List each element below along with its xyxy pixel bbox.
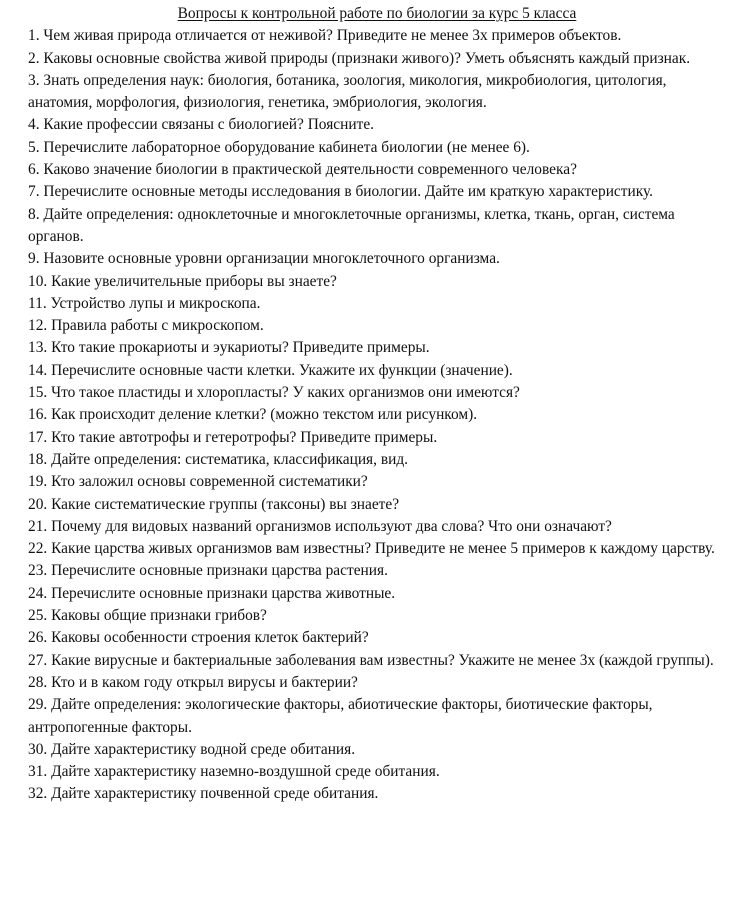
document-title: Вопросы к контрольной работе по биологии за курс 5 класса bbox=[177, 5, 577, 22]
question-item: 18. Дайте определения: систематика, классификация, вид. bbox=[28, 450, 409, 468]
question-item: 5. Перечислите лабораторное оборудование кабинета биологии (не менее 6). bbox=[28, 138, 530, 156]
question-item: 27. Какие вирусные и бактериальные заболевания вам известны? Укажите не менее 3х (каждой группы). bbox=[28, 651, 714, 669]
question-item: 28. Кто и в каком году открыл вирусы и бактерии? bbox=[28, 673, 358, 691]
question-item: 14. Перечислите основные части клетки. Укажите их функции (значение). bbox=[28, 361, 513, 379]
question-item: 23. Перечислите основные признаки царства растения. bbox=[28, 562, 388, 580]
question-item: 31. Дайте характеристику наземно-воздушной среде обитания. bbox=[28, 763, 440, 781]
question-item: 1. Чем живая природа отличается от неживой? Приведите не менее 3х примеров объектов. bbox=[28, 27, 622, 45]
question-item: 10. Какие увеличительные приборы вы знаете? bbox=[28, 272, 337, 290]
question-item: 8. Дайте определения: одноклеточные и многоклеточные организмы, клетка, ткань, орган, система органов. bbox=[28, 205, 675, 245]
question-item: 32. Дайте характеристику почвенной среде обитания. bbox=[28, 785, 379, 803]
question-item: 17. Кто такие автотрофы и гетеротрофы? Приведите примеры. bbox=[28, 428, 438, 446]
question-list bbox=[28, 25, 726, 805]
question-item: 21. Почему для видовых названий организмов используют два слова? Что они означают? bbox=[28, 517, 612, 535]
question-item: 6. Каково значение биологии в практической деятельности современного человека? bbox=[28, 161, 577, 179]
question-item: 30. Дайте характеристику водной среде обитания. bbox=[28, 740, 356, 758]
question-item: 12. Правила работы с микроскопом. bbox=[28, 317, 264, 335]
question-item: 22. Какие царства живых организмов вам известны? Приведите не менее 5 примеров к каждому царству. bbox=[28, 540, 715, 558]
question-item: 13. Кто такие прокариоты и эукариоты? Приведите примеры. bbox=[28, 339, 430, 357]
question-item: 29. Дайте определения: экологические факторы, абиотические факторы, биотические факторы, антропогенные факторы. bbox=[28, 696, 653, 736]
question-item: 26. Каковы особенности строения клеток бактерий? bbox=[28, 629, 369, 647]
question-item: 3. Знать определения наук: биология, ботаника, зоология, микология, микробиология, цитология, анатомия, морфология, физиология, генетика, эмбриология, экология. bbox=[28, 71, 667, 112]
question-item: 11. Устройство лупы и микроскопа. bbox=[28, 294, 261, 312]
question-item: 15. Что такое пластиды и хлоропласты? У каких организмов они имеются? bbox=[28, 384, 520, 402]
question-item: 4. Какие профессии связаны с биологией? Поясните. bbox=[28, 116, 374, 134]
question-item: 2. Каковы основные свойства живой природы (признаки живого)? Уметь объяснять каждый признак. bbox=[28, 49, 691, 67]
question-item: 7. Перечислите основные методы исследования в биологии. Дайте им краткую характеристику. bbox=[28, 183, 653, 201]
question-item: 19. Кто заложил основы современной систематики? bbox=[28, 473, 368, 491]
question-item: 9. Назовите основные уровни организации многоклеточного организма. bbox=[28, 250, 500, 268]
question-item: 25. Каковы общие признаки грибов? bbox=[28, 607, 267, 625]
question-item: 24. Перечислите основные признаки царства животные. bbox=[28, 584, 396, 602]
question-item: 20. Какие систематические группы (таксоны) вы знаете? bbox=[28, 495, 400, 513]
question-item: 16. Как происходит деление клетки? (можно текстом или рисунком). bbox=[28, 406, 478, 424]
